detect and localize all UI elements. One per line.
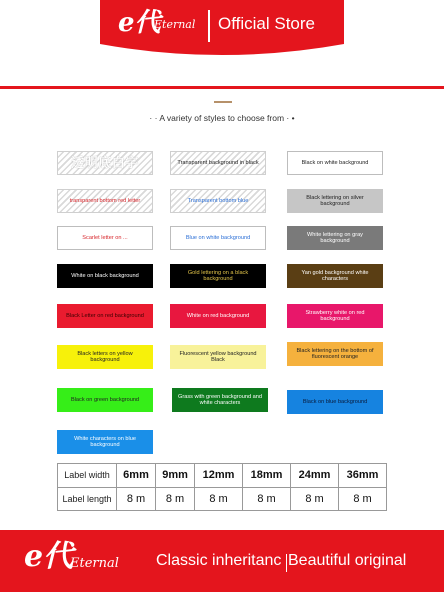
length-row: [58, 487, 387, 511]
style-swatch[interactable]: Black on green background: [57, 388, 153, 412]
style-swatch[interactable]: 透明底白字: [57, 151, 153, 175]
length-cell: 8 m: [243, 487, 291, 511]
width-cell: 18mm: [243, 464, 291, 488]
label-spec-table: [57, 463, 387, 511]
style-swatch[interactable]: White characters on blue background: [57, 430, 153, 454]
logo-chinese-text: e代: [118, 8, 161, 38]
style-swatch[interactable]: Transparent background in black: [170, 151, 266, 175]
length-cell: 8 m: [291, 487, 339, 511]
footer-brand-logo[interactable]: [24, 540, 144, 580]
store-header-banner: [100, 0, 344, 58]
logo-script-text: Eternal: [70, 556, 119, 571]
length-cell: 8 m: [195, 487, 243, 511]
width-cell: 12mm: [195, 464, 243, 488]
banner-divider: [208, 10, 210, 42]
length-cell: 8 m: [156, 487, 195, 511]
width-cell: 9mm: [156, 464, 195, 488]
style-swatch[interactable]: Fluorescent yellow background Black: [170, 345, 266, 369]
logo-chinese-text: e代: [24, 539, 74, 574]
length-cell: 8 m: [117, 487, 156, 511]
style-swatch[interactable]: Transparent bottom blue: [170, 189, 266, 213]
style-swatch[interactable]: White lettering on gray background: [287, 226, 383, 250]
decorative-strokes: [156, 574, 426, 582]
style-swatch[interactable]: Strawberry white on red background: [287, 304, 383, 328]
style-swatch[interactable]: Yan gold background white characters: [287, 264, 383, 288]
style-swatch[interactable]: Gold lettering on a black background: [170, 264, 266, 288]
slogan-divider: [286, 554, 287, 572]
style-swatch[interactable]: transparent bottom red letter: [57, 189, 153, 213]
style-swatch[interactable]: Black Letter on red background: [57, 304, 153, 328]
styles-caption: · · A variety of styles to choose from · •: [149, 113, 295, 123]
logo-script-text: Eternal: [154, 18, 196, 31]
width-cell: 6mm: [117, 464, 156, 488]
label-width-header: Label width: [58, 464, 117, 488]
style-swatch[interactable]: Grass with green background and white characters: [172, 388, 268, 412]
style-swatch[interactable]: White on black background: [57, 264, 153, 288]
section-accent-line: [214, 101, 232, 103]
style-swatch[interactable]: Blue on white background: [170, 226, 266, 250]
slogan-right: Beautiful original: [288, 552, 407, 569]
width-cell: 36mm: [338, 464, 386, 488]
header-red-rule: [0, 86, 444, 89]
style-swatch[interactable]: White on red background: [170, 304, 266, 328]
width-cell: 24mm: [291, 464, 339, 488]
official-store-title[interactable]: Official Store: [218, 14, 316, 33]
style-swatch[interactable]: Scarlet letter on ...: [57, 226, 153, 250]
style-swatch[interactable]: Black lettering on silver background: [287, 189, 383, 213]
style-swatch[interactable]: Black on blue background: [287, 390, 383, 414]
length-cell: 8 m: [338, 487, 386, 511]
footer-banner: [0, 530, 444, 592]
style-swatch[interactable]: Black on white background: [287, 151, 383, 175]
slogan-left: Classic inheritanc: [156, 552, 282, 569]
width-row: [58, 464, 387, 488]
style-swatch[interactable]: Black lettering on the bottom of fluorescent orange: [287, 342, 383, 366]
brand-logo[interactable]: [118, 8, 204, 40]
style-swatch[interactable]: Black letters on yellow background: [57, 345, 153, 369]
label-length-header: Label length: [58, 487, 117, 511]
